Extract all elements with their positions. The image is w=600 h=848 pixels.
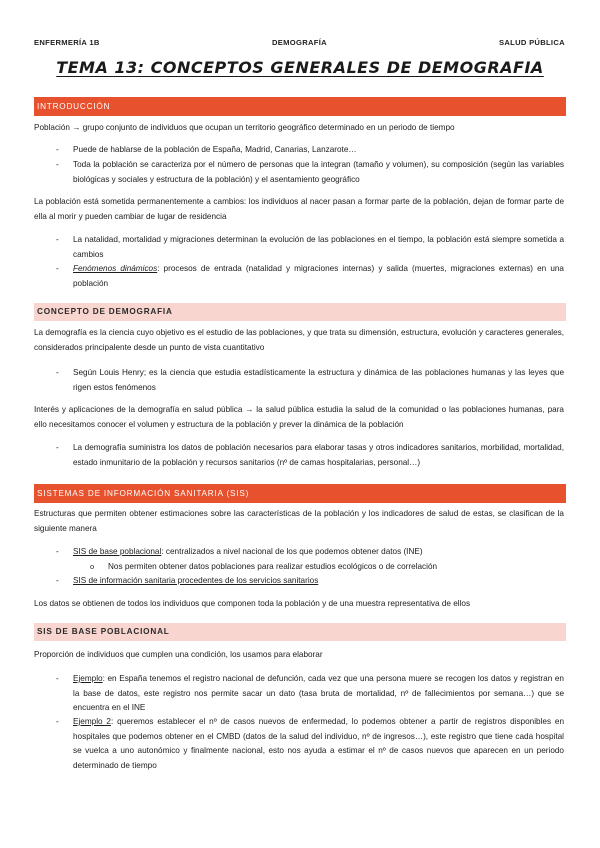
list-item-text: : procesos de entrada (natalidad y migraciones internas) y salida (muertes, migraciones externas) en una población xyxy=(73,264,564,288)
term-sis-base-poblacional: SIS de base poblacional xyxy=(73,547,162,556)
list-item: - La demografía suministra los datos de población necesarios para elaborar tasas y otros indicadores sanitarios, morbilidad, mortalidad, estado inmunitario de la población y recursos sanitarios (nº de camas hospitalarias, personal…) xyxy=(56,443,564,467)
intro-paragraph-2: La población está sometida permanentemente a cambios: los individuos al nacer pasan a formar parte de la población, dejan de formar parte de ella al morir y pueden cambiar de lugar de residencia xyxy=(34,197,564,221)
term-ejemplo-2: Ejemplo 2 xyxy=(73,717,111,726)
list-item-text: Puede de hablarse de la población de España, Madrid, Canarias, Lanzarote… xyxy=(73,145,357,154)
list-item-text: : en España tenemos el registro nacional de defunción, cada vez que una persona muere se recogen los datos y registran en la base de datos, este registro nos permite sacar un dato (tasa bruta de mortalidad, nº de fallecimientos por semana…) que se encuentra en el INE xyxy=(73,674,564,712)
list-item-text: : queremos establecer el nº de casos nuevos de enfermedad, lo podemos obtener a partir de registros disponibles en hospitales que podemos obtener en el CMBD (datos de la salud del individuo, nº de ingresos…), este registro que tiene cada hospital se vuelca a uno autonómico y finalmente nacional, esto nos ayuda a estimar el nº de casos nuevos que aparecen en un periodo determinado de tiempo xyxy=(73,717,564,770)
section-heading-sis: SISTEMAS DE INFORMACIÓN SANITARIA (SIS) xyxy=(34,484,566,503)
page-title: TEMA 13: CONCEPTOS GENERALES DE DEMOGRAFIA xyxy=(56,58,544,77)
list-item: - Ejemplo 2: queremos establecer el nº de casos nuevos de enfermedad, lo podemos obtener a partir de registros disponibles en hospitales que podemos obtener en el CMBD (datos de la salud del individuo, nº de ingresos…), este registro que tiene cada hospital se vuelca a uno autonómico y finalmente nacional, esto nos ayuda a estimar el nº de casos nuevos que aparecen en un periodo determinado de tiempo xyxy=(56,717,564,770)
sis-paragraph-1: Estructuras que permiten obtener estimaciones sobre las características de la población y los indicadores de salud de estas, se clasifican de la siguiente manera xyxy=(34,509,564,533)
header-right: SALUD PÚBLICA xyxy=(499,38,565,47)
concept-paragraph-1: La demografía es la ciencia cuyo objetivo es el estudio de las poblaciones, y que trata su dimensión, estructura, evolución y caracteres generales, considerados principalente desde un punto de vista cuantitativo xyxy=(34,328,564,352)
sis-paragraph-2: Los datos se obtienen de todos los individuos que componen toda la población y de una muestra representativa de ellos xyxy=(34,599,471,608)
section-heading-concepto: CONCEPTO DE DEMOGRAFIA xyxy=(34,303,566,321)
list-item: - Puede de hablarse de la población de España, Madrid, Canarias, Lanzarote… xyxy=(56,145,357,154)
header-left: ENFERMERÍA 1B xyxy=(34,38,100,47)
header-center: DEMOGRAFÍA xyxy=(272,38,327,47)
term-sis-informacion-sanitaria: SIS de información sanitaria procedentes de los servicios sanitarios xyxy=(73,576,319,585)
intro-paragraph-1: Población → grupo conjunto de individuos que ocupan un territorio geográfico determinado en un periodo de tiempo xyxy=(34,123,455,132)
list-item-text: La demografía suministra los datos de población necesarios para elaborar tasas y otros indicadores sanitarios, morbilidad, mortalidad, estado inmunitario de la población y recursos sanitarios (nº de camas hospitalarias, personal…) xyxy=(73,443,564,467)
list-item: - SIS de información sanitaria procedentes de los servicios sanitarios xyxy=(56,576,319,585)
list-item: - La natalidad, mortalidad y migraciones determinan la evolución de las poblaciones en el tiempo, la población está siempre sometida a cambios xyxy=(56,235,564,259)
section-heading-base-poblacional: SIS DE BASE POBLACIONAL xyxy=(34,623,566,641)
term-fenomenos-dinamicos: Fenómenos dinámicos xyxy=(73,264,158,273)
concept-paragraph-2: Interés y aplicaciones de la demografía en salud pública → la salud pública estudia la salud de la comunidad o las poblaciones humanas, para ello necesitamos conocer el volumen y estructura de la población y prever la dinámica de la población xyxy=(34,405,564,429)
list-item: - Ejemplo: en España tenemos el registro nacional de defunción, cada vez que una persona muere se recogen los datos y registran en la base de datos, este registro nos permite sacar un dato (tasa bruta de mortalidad, nº de fallecimientos por semana…) que se encuentra en el INE xyxy=(56,674,564,712)
list-item-text: Según Louis Henry; es la ciencia que estudia estadísticamente la estructura y dinámica de las poblaciones humanas y las leyes que rigen estos fenómenos xyxy=(73,368,564,392)
list-item: - Fenómenos dinámicos: procesos de entrada (natalidad y migraciones internas) y salida (muertes, migraciones externas) en una población xyxy=(56,264,564,288)
section-heading-introduccion: INTRODUCCIÓN xyxy=(34,97,566,116)
list-item-text: : centralizados a nivel nacional de los que podemos obtener datos (INE) xyxy=(161,547,423,556)
list-item: - Toda la población se caracteriza por el número de personas que la integran (tamaño y volumen), su composición (según las variables biológicas y sociales y estructura de la población) y el asentamiento geográfico xyxy=(56,160,564,184)
list-item-text: La natalidad, mortalidad y migraciones determinan la evolución de las poblaciones en el tiempo, la población está siempre sometida a cambios xyxy=(73,235,564,259)
term-ejemplo: Ejemplo xyxy=(73,674,103,683)
list-item: - Según Louis Henry; es la ciencia que estudia estadísticamente la estructura y dinámica de las poblaciones humanas y las leyes que rigen estos fenómenos xyxy=(56,368,564,392)
base-paragraph-1: Proporción de individuos que cumplen una condición, los usamos para elaborar xyxy=(34,650,323,659)
sub-list-item: o Nos permiten obtener datos poblaciones para realizar estudios ecológicos o de correlación xyxy=(90,562,438,571)
list-item-text: Toda la población se caracteriza por el número de personas que la integran (tamaño y volumen), su composición (según las variables biológicas y sociales y estructura de la población) y el asentamiento geográfico xyxy=(73,160,564,184)
list-item: - SIS de base poblacional: centralizados a nivel nacional de los que podemos obtener datos (INE) xyxy=(56,547,423,556)
sub-list-item-text: Nos permiten obtener datos poblaciones para realizar estudios ecológicos o de correlación xyxy=(108,562,438,571)
